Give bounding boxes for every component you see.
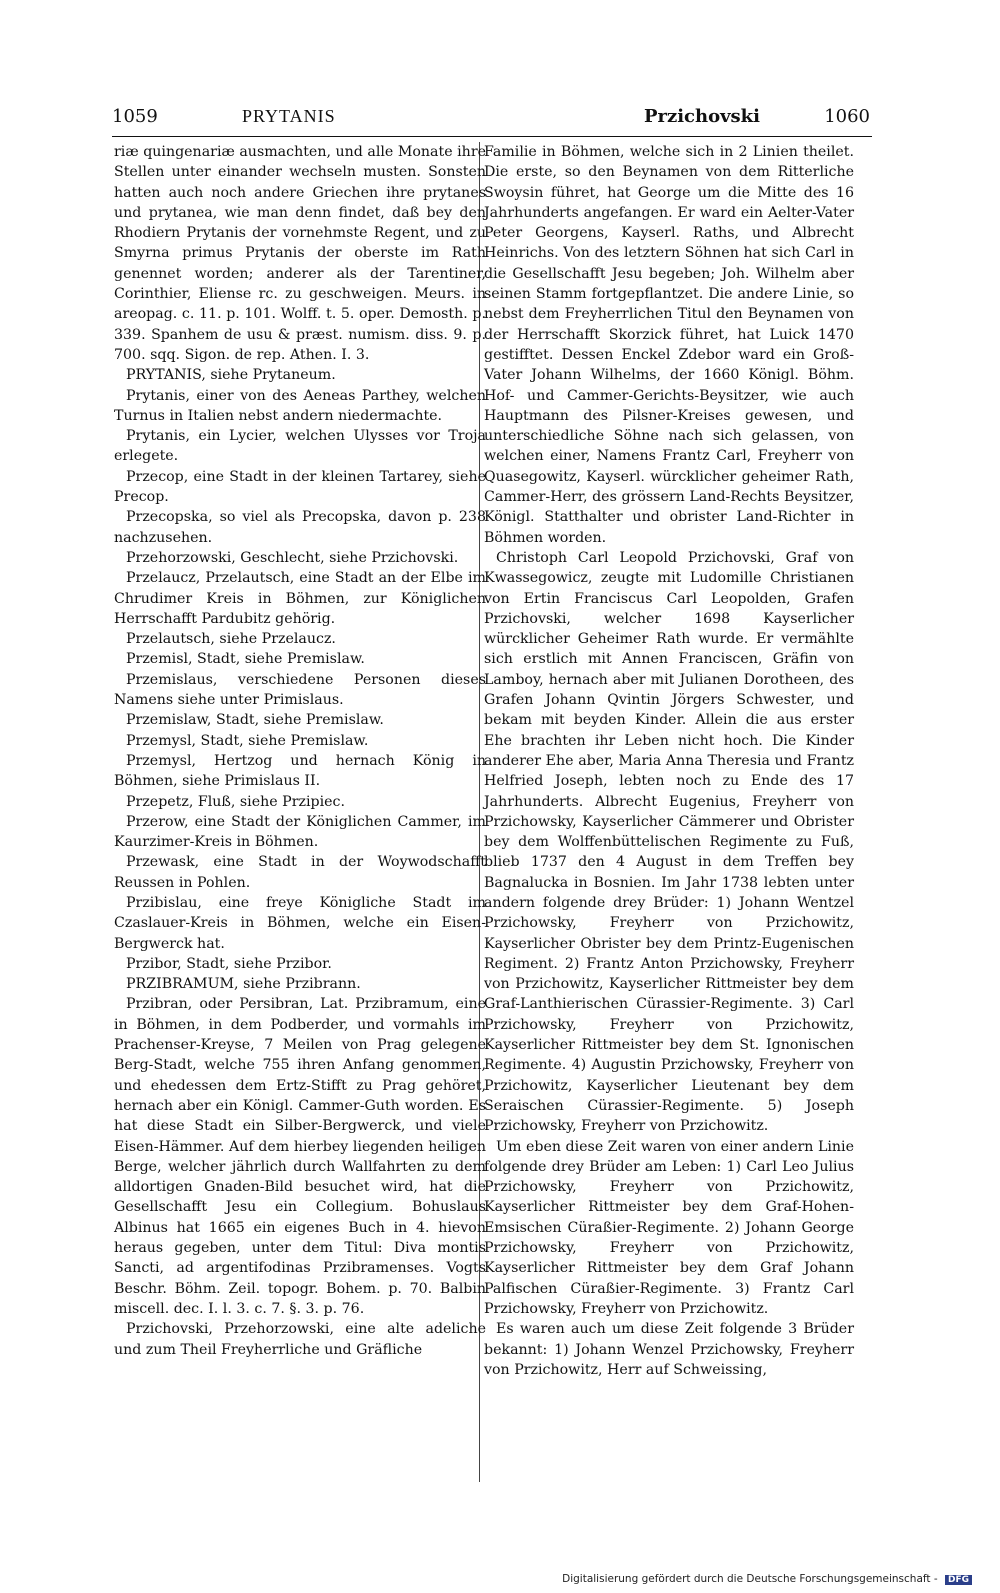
footer-text: Digitalisierung gefördert durch die Deutsche Forschungsgemeinschaft -	[562, 1573, 938, 1585]
page-number-right: 1060	[824, 106, 870, 127]
digitization-footer	[562, 1573, 972, 1585]
entry: Przemislaw, Stadt, siehe Premislaw.	[126, 712, 384, 729]
dfg-logo-icon: DFG	[945, 1575, 972, 1585]
entry: Prytanis, ein Lycier, welchen Ulysses vor Troja erlegete.	[114, 428, 486, 465]
entry: Przepetz, Fluß, siehe Przipiec.	[126, 793, 345, 810]
entry: Przecopska, so viel als Precopska, davon p. 238 nachzusehen.	[114, 509, 486, 546]
page-number-left: 1059	[112, 106, 158, 127]
entry: Przibor, Stadt, siehe Przibor.	[126, 955, 332, 972]
entry: Przemysl, Hertzog und hernach König in Böhmen, siehe Primislaus II.	[114, 752, 486, 790]
entry: Prytanis, einer von des Aeneas Parthey, welchen Turnus in Italien nebst andern niedermachte.	[114, 387, 486, 424]
entry: Przecop, eine Stadt in der kleinen Tartarey, siehe Precop.	[114, 468, 486, 506]
entry: Przemisl, Stadt, siehe Premislaw.	[126, 651, 365, 668]
left-column	[114, 142, 486, 1360]
header-rule	[112, 136, 872, 137]
paragraph: Familie in Böhmen, welche sich in 2 Linien theilet. Die erste, so den Beynamen von dem Ritterliche Swoysin führet, hat George um die Mitte des 16 Jahrhunderts angefangen. Er ward ein Aelter-Vater Peter Georgens, Kayserl. Raths, und Albrecht Heinrichs. Von des letztern Söhnen hat sich Carl in die Gesellschafft Jesu begeben; Joh. Wilhelm aber seinen Stamm fortgepflantzet. Die andere Linie, so nebst dem Freyherrlichen Titul den Beynamen von der Herrschafft Skorzick führet, hat Luick 1470 gestifftet. Dessen Enckel Zdebor ward ein Groß-Vater Johann Wilhelms, der 1660 Königl. Böhm. Hof- und Cammer-Gerichts-Beysitzer, wie auch Hauptmann des Pilsner-Kreises gewesen, und unterschiedliche Söhne nach sich gelassen, von welchen einer, Namens Frantz Carl, Freyherr von Quasegowitz, Kayserl. würcklicher geheimer Rath, Cammer-Herr, des grössern Land-Rechts Beysitzer, Königl. Statthalter und obrister Land-Richter in Böhmen worden.	[484, 144, 854, 546]
entry: Przehorzowski, Geschlecht, siehe Przichovski.	[126, 549, 459, 566]
entry: Przibislau, eine freye Königliche Stadt im Czaslauer-Kreis in Böhmen, welche ein Eisen-Bergwerck hat.	[114, 894, 486, 952]
entry: Przemislaus, verschiedene Personen dieses Namens siehe unter Primislaus.	[114, 671, 486, 709]
paragraph: Christoph Carl Leopold Przichovski, Graf von Kwassegowicz, zeugte mit Ludomille Christianen von Ertin Franciscus Carl Leopolden, Grafen Przichovski, welcher 1698 Kayserlicher würcklicher Geheimer Rath wurde. Er vermählte sich erstlich mit Annen Franciscen, Gräfin von Lamboy, hernach aber mit Julianen Dorotheen, des Grafen Johann Qvintin Jörgers Schwester, und bekam mit beyden Kinder. Allein die aus erster Ehe brachten ihr Leben nicht hoch. Die Kinder anderer Ehe aber, Maria Anna Theresia und Frantz Helfried Joseph, lebten noch zu Ende des 17 Jahrhunderts. Albrecht Eugenius, Freyherr von Przichowsky, Kayserlicher Cämmerer und Obrister bey dem Wolffenbüttelischen Regimente zu Fuß, blieb 1737 den 4 August in dem Treffen bey Bagnalucka in Bosnien. Im Jahr 1738 lebten unter andern folgende drey Brüder: 1) Johann Wentzel Przichowsky, Freyherr von Przichowitz, Kayserlicher Obrister bey dem Printz-Eugenischen Regiment. 2) Frantz Anton Przichowsky, Freyherr von Przichowitz, Kayserlicher Rittmeister bey dem Graf-Lanthierischen Cürassier-Regimente. 3) Carl Przichowsky, Freyherr von Przichowitz, Kayserlicher Rittmeister bey dem St. Ignonischen Regimente. 4) Augustin Przichowsky, Freyherr von Przichowitz, Kayserlicher Lieutenant bey dem Seraischen Cürassier-Regimente. 5) Joseph Przichowsky, Freyherr von Przichowitz.	[484, 549, 854, 1135]
entry: Przichovski, Przehorzowski, eine alte adeliche und zum Theil Freyherrliche und Gräfliche	[114, 1321, 486, 1358]
paragraph: Es waren auch um diese Zeit folgende 3 Brüder bekannt: 1) Johann Wenzel Przichowsky, Freyherr von Przichowitz, Herr auf Schweissing,	[484, 1321, 854, 1378]
entry: Przemysl, Stadt, siehe Premislaw.	[126, 732, 369, 749]
right-column	[484, 142, 854, 1380]
entry: Przelautsch, siehe Przelaucz.	[126, 631, 336, 648]
page-header	[112, 106, 870, 140]
running-title-right: Przichovski	[643, 106, 760, 127]
running-title-left: PRYTANIS	[242, 106, 336, 126]
entry: PRZIBRAMUM, siehe Przibrann.	[126, 976, 361, 993]
entry: Przelaucz, Przelautsch, eine Stadt an der Elbe im Chrudimer Kreis in Böhmen, zur Königlichen Herrschafft Pardubitz gehörig.	[114, 570, 486, 627]
entry: PRYTANIS, siehe Prytaneum.	[126, 367, 336, 384]
entry: Przewask, eine Stadt in der Woywodschafft Reussen in Pohlen.	[114, 854, 486, 891]
paragraph: Um eben diese Zeit waren von einer andern Linie folgende drey Brüder am Leben: 1) Carl Leo Julius Przichowsky, Freyherr von Przichowitz, Kayserlicher Rittmeister bey dem Graf-Hohen-Emsischen Cüraßier-Regimente. 2) Johann George Przichowsky, Freyherr von Przichowitz, Kayserlicher Rittmeister bey dem Graf Johann Palfischen Cüraßier-Regimente. 3) Frantz Carl Przichowsky, Freyherr von Przichowitz.	[484, 1138, 854, 1317]
entry: Przibran, oder Persibran, Lat. Przibramum, eine in Böhmen, in dem Podberder, und vormahls im Prachenser-Kreyse, 7 Meilen von Prag gelegene Berg-Stadt, welche 755 ihren Anfang genommen, und ehedessen dem Ertz-Stifft zu Prag gehöret, hernach aber ein Königl. Cammer-Guth worden. Es hat diese Stadt ein Silber-Bergwerck, und viele Eisen-Hämmer. Auf dem hierbey liegenden heiligen Berge, welcher jährlich durch Wallfahrten zu dem alldortigen Gnaden-Bild besuchet wird, hat die Gesellschafft Jesu ein Collegium. Bohuslaus Albinus hat 1665 ein eigenes Buch in 4. hievon heraus gegeben, unter dem Titul: Diva montis Sancti, ad argentifodinas Przibramenses. Vogts Beschr. Böhm. Zeil. topogr. Bohem. p. 70. Balbin miscell. dec. I. l. 3. c. 7. §. 3. p. 76.	[114, 996, 486, 1317]
paragraph: riæ quingenariæ ausmachten, und alle Monate ihre Stellen unter einander wechseln musten. Sonsten hatten auch noch andere Griechen ihre prytanes und prytanea, wie man denn findet, daß bey den Rhodiern Prytanis der vornehmste Regent, und zu Smyrna primus Prytanis der oberste im Rath genennet worden; anderer als der Tarentiner, Corinthier, Eliense rc. zu geschweigen. Meurs. in areopag. c. 11. p. 101. Wolff. t. 5. oper. Demosth. p. 339. Spanhem de usu & præst. numism. diss. 9. p. 700. sqq. Sigon. de rep. Athen. I. 3.	[114, 144, 486, 363]
entry: Przerow, eine Stadt der Königlichen Cammer, im Kaurzimer-Kreis in Böhmen.	[114, 813, 486, 851]
